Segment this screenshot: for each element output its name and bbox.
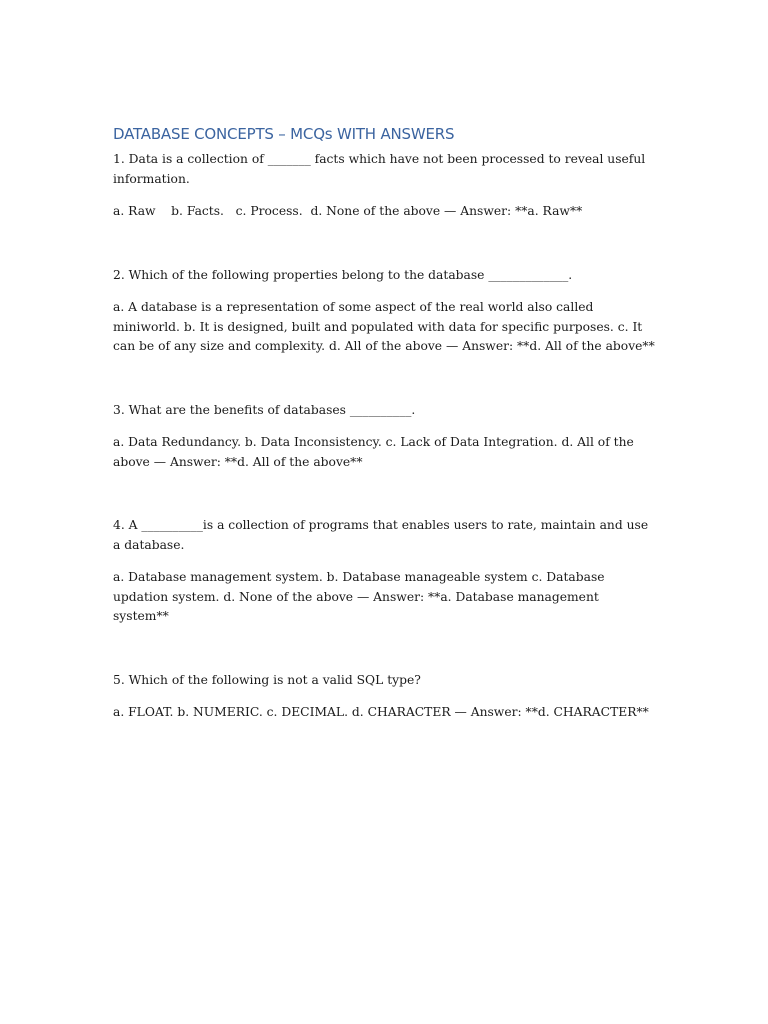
options-answer-text: a. Raw b. Facts. c. Process. d. None of the above — Answer: **a. Raw** xyxy=(113,204,583,218)
question-block-2 xyxy=(113,266,658,357)
options-answer-text: a. FLOAT. b. NUMERIC. c. DECIMAL. d. CHARACTER — Answer: **d. CHARACTER** xyxy=(113,705,649,719)
question-text: 3. What are the benefits of databases __________. xyxy=(113,402,416,417)
question-block-5 xyxy=(113,671,658,723)
question-block-1 xyxy=(113,150,658,222)
question-text: 2. Which of the following properties belong to the database _____________. xyxy=(113,267,573,282)
question-block-4 xyxy=(113,516,658,627)
options-answer-text: a. Data Redundancy. b. Data Inconsistency. c. Lack of Data Integration. d. All of the above — Answer: **d. All of the above** xyxy=(113,435,638,469)
options-answer-text: a. A database is a representation of some aspect of the real world also called miniworld. b. It is designed, built and populated with data for specific purposes. c. It can be of any size and complexity. d. All of the above — Answer: **d. All of the above** xyxy=(113,300,655,353)
question-text: 5. Which of the following is not a valid SQL type? xyxy=(113,672,421,687)
question-text: 4. A __________is a collection of programs that enables users to rate, maintain and use a database. xyxy=(113,518,649,552)
document-body xyxy=(113,124,658,723)
question-text: 1. Data is a collection of _______ facts which have not been processed to reveal useful information. xyxy=(113,152,646,186)
options-answer-text: a. Database management system. b. Database manageable system c. Database updation system. d. None of the above — Answer: **a. Database management system** xyxy=(113,570,609,623)
document-title: DATABASE CONCEPTS – MCQs WITH ANSWERS xyxy=(113,125,455,143)
question-block-3 xyxy=(113,401,658,473)
